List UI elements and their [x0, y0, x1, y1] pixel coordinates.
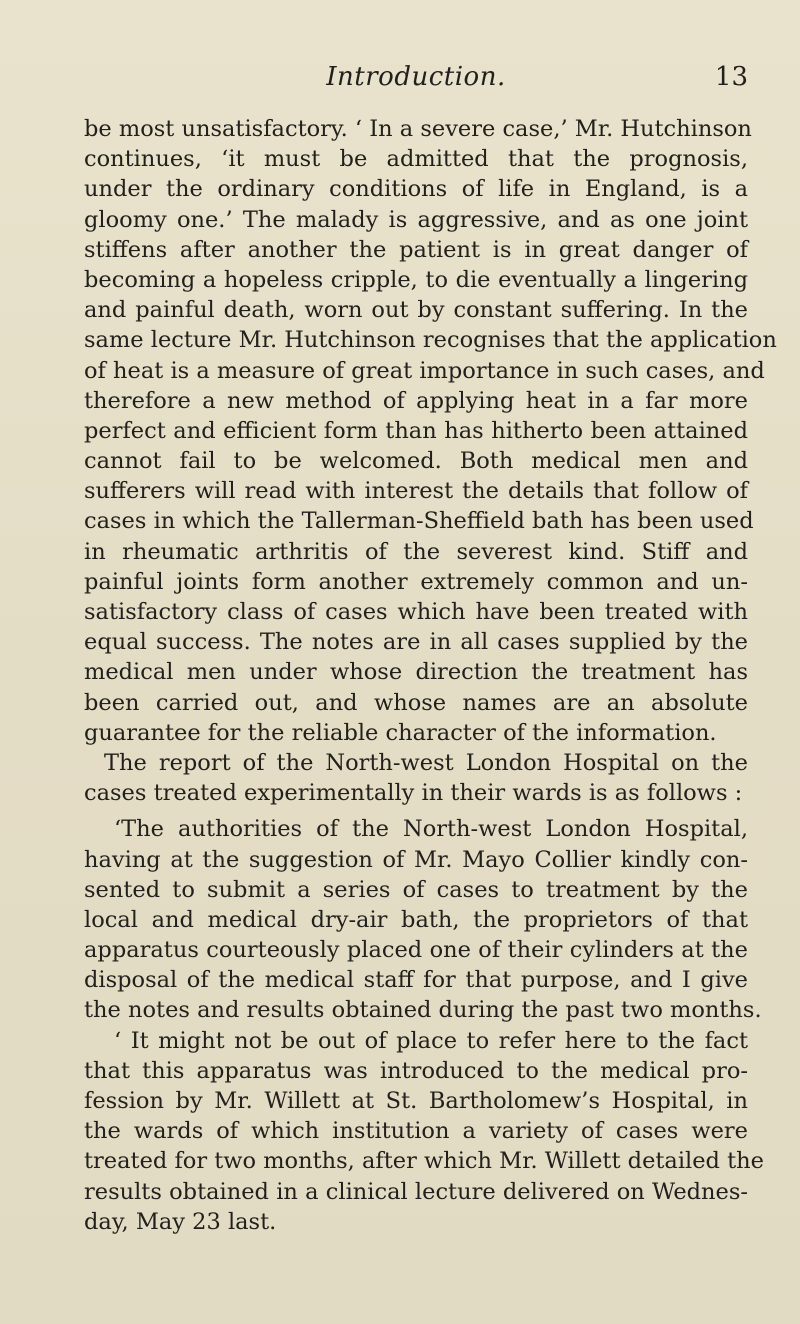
text-line: sufferers will read with interest the details that follow of — [84, 478, 748, 505]
text-line: painful joints form another extremely common and un- — [84, 568, 748, 595]
text-line: local and medical dry-air bath, the proprietors of that — [84, 906, 748, 933]
text-line: same lecture Mr. Hutchinson recognises that the application — [84, 327, 777, 354]
text-line: that this apparatus was introduced to the medical pro- — [84, 1057, 748, 1084]
text-line: satisfactory class of cases which have been treated with — [84, 599, 748, 625]
text-line: treated for two months, after which Mr. Willett detailed the — [84, 1148, 764, 1175]
text-line: perfect and efficient form than has hitherto been attained — [84, 417, 748, 444]
text-line: medical men under whose direction the treatment has — [84, 659, 748, 686]
paragraph-2 — [84, 748, 748, 808]
body-text — [84, 114, 777, 1237]
text-line: be most unsatisfactory. ‘ In a severe case,’ Mr. Hutchinson — [84, 116, 752, 142]
text-line: becoming a hopeless cripple, to die eventually a lingering — [84, 266, 748, 293]
text-line: the wards of which institution a variety of cases were — [84, 1118, 748, 1145]
text-line: sented to submit a series of cases to treatment by the — [84, 876, 748, 903]
text-line: in rheumatic arthritis of the severest kind. Stiff and — [84, 538, 748, 565]
paragraph-1 — [84, 114, 777, 748]
page-header — [84, 62, 748, 102]
text-line: stiffens after another the patient is in great danger of — [84, 236, 748, 263]
text-line: under the ordinary conditions of life in England, is a — [84, 176, 748, 203]
text-line: day, May 23 last. — [84, 1208, 277, 1235]
text-line: guarantee for the reliable character of the information. — [84, 719, 717, 746]
running-title: Introduction. — [326, 62, 506, 92]
page-number: 13 — [714, 62, 748, 92]
text-line: therefore a new method of applying heat in a far more — [84, 387, 748, 414]
text-line: cannot fail to be welcomed. Both medical men and — [84, 448, 748, 475]
text-line: fession by Mr. Willett at St. Bartholomew’s Hospital, in — [84, 1088, 748, 1114]
text-line: cases treated experimentally in their wards is as follows : — [84, 780, 743, 807]
text-line: gloomy one.’ The malady is aggressive, and as one joint — [84, 206, 748, 233]
text-line: been carried out, and whose names are an absolute — [84, 689, 748, 716]
text-line: equal success. The notes are in all cases supplied by the — [84, 629, 748, 656]
text-line: cases in which the Tallerman-Sheffield bath has been used — [84, 508, 754, 535]
text-line: ‘The authorities of the North-west London Hospital, — [114, 816, 748, 843]
text-line: of heat is a measure of great importance in such cases, and — [84, 357, 765, 384]
text-line: continues, ‘it must be admitted that the prognosis, — [84, 146, 748, 173]
text-line: The report of the North-west London Hospital on the — [104, 749, 748, 776]
text-line: ‘ It might not be out of place to refer here to the fact — [114, 1027, 748, 1054]
text-line: having at the suggestion of Mr. Mayo Collier kindly con- — [84, 846, 748, 873]
text-line: disposal of the medical staff for that purpose, and I give — [84, 967, 748, 994]
text-line: and painful death, worn out by constant suffering. In the — [84, 297, 748, 324]
quote-paragraph-2 — [84, 1026, 764, 1237]
quote-paragraph-1 — [84, 814, 762, 1025]
text-line: apparatus courteously placed one of their cylinders at the — [84, 937, 748, 964]
text-line: results obtained in a clinical lecture delivered on Wednes- — [84, 1178, 748, 1205]
text-line: the notes and results obtained during the past two months. — [84, 997, 762, 1024]
